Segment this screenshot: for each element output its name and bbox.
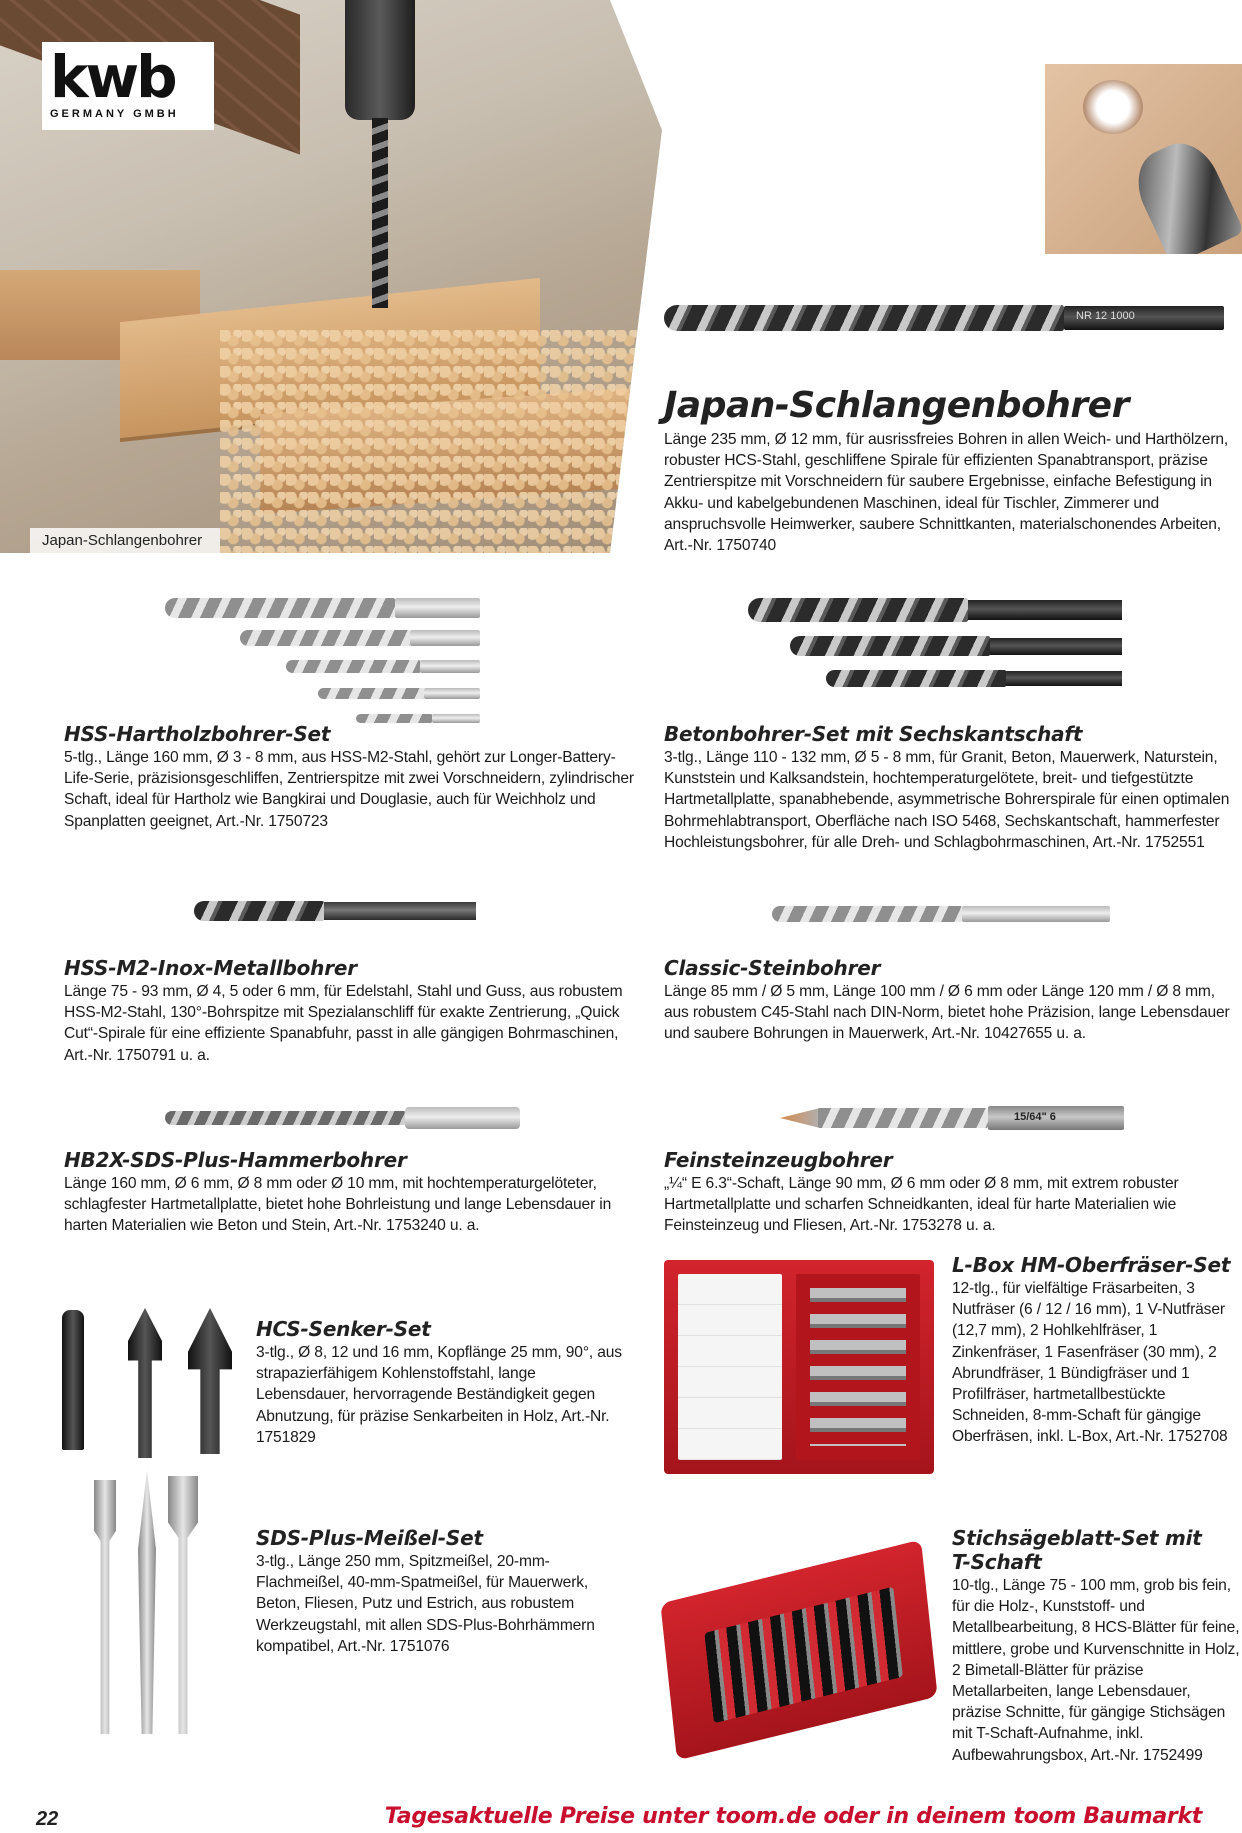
bit-shank <box>395 598 480 618</box>
product-title: HSS-Hartholzbohrer-Set <box>64 722 331 746</box>
wood-chips <box>220 330 662 553</box>
jigsaw-blades <box>704 1587 903 1724</box>
product-desc: Länge 160 mm, Ø 6 mm, Ø 8 mm oder Ø 10 mm, mit hochtemperaturgelöteter, schlagfester Hartmetallplatte, bietet hohe Bohrleistung und lange Lebensdauer in harten Materialien wie Beton und Stein, Art.-Nr. 1753240 u. a. <box>64 1175 612 1235</box>
case-lid-chart <box>678 1274 782 1460</box>
countersink <box>128 1308 162 1458</box>
product-title: Japan-Schlangenbohrer <box>664 385 1129 426</box>
bit-shank <box>1006 671 1122 686</box>
countersink <box>188 1308 232 1454</box>
product-title: Feinsteinzeugbohrer <box>664 1148 893 1172</box>
tile-bit-tip <box>780 1108 820 1128</box>
logo-mark: kwb <box>50 43 175 111</box>
bit <box>318 688 424 699</box>
bit-shank <box>424 688 480 699</box>
case-tray <box>796 1274 920 1460</box>
bit <box>240 630 410 646</box>
flat-chisel <box>94 1480 116 1734</box>
product-desc: 10-tlg., Länge 75 - 100 mm, grob bis fein, für die Holz-, Kunststoff- und Metallbearbeitung, 8 HCS-Blätter für feine, mittlere, grobe und Kurvenschnitte in Holz, 2 Bimetall-Blätter für präzise Metallarbeiten, lange Lebensdauer, präzise Schnitte, für gängige Stichsägen mit T-Schaft-Aufnahme, inkl. Aufbewahrungsbox, Art.-Nr. 1752499 <box>952 1577 1240 1764</box>
product-title: HSS-M2-Inox-Metallbohrer <box>64 956 357 980</box>
product-desc: 5-tlg., Länge 160 mm, Ø 3 - 8 mm, aus HSS-M2-Stahl, gehört zur Longer-Battery-Life-Serie, präzisionsgeschliffen, Zentrierspitze mit zwei Vorschneidern, zylindrischer Schaft, ideal für Hartholz wie Bangkirai und Douglasie, auch für Weichholz und Spanplatten geeignet, Art.-Nr. 1750723 <box>64 749 634 830</box>
bit-shank <box>432 714 480 723</box>
page-number: 22 <box>36 1808 59 1830</box>
product-title: Classic-Steinbohrer <box>664 956 881 980</box>
bit-shank <box>990 638 1122 655</box>
auger-closeup-photo <box>1045 64 1242 254</box>
product-title: L-Box HM-Oberfräser-Set <box>952 1253 1231 1277</box>
inox-bit-spiral <box>194 901 324 921</box>
stone-bit-shank <box>962 906 1110 922</box>
bit-shank <box>968 600 1122 620</box>
sds-bit-spiral <box>165 1111 405 1125</box>
product-desc: Länge 75 - 93 mm, Ø 4, 5 oder 6 mm, für Edelstahl, Stahl und Guss, aus robustem HSS-M2-Stahl, 130°-Bohrspitze mit Spezialanschliff für exakte Zentrierung, „Quick Cut“-Spirale für eine effiziente Spanabfuhr, passt in alle gängigen Bohrmaschinen, Art.-Nr. 1750791 u. a. <box>64 983 623 1064</box>
product-desc: 3-tlg., Ø 8, 12 und 16 mm, Kopflänge 25 mm, 90°, aus strapazierfähigem Kohlenstoffstahl, lange Lebensdauer, hervorragende Beständigkeit gegen Abnutzung, für präzise Senkarbeiten in Holz, Art.-Nr. 1751829 <box>256 1344 622 1446</box>
jigsaw-blade-box <box>660 1540 937 1761</box>
stone-bit-spiral <box>772 906 962 922</box>
tile-bit-shank <box>988 1106 1124 1130</box>
product-title: HCS-Senker-Set <box>256 1317 431 1341</box>
bit <box>165 598 395 618</box>
drilled-hole <box>1083 80 1143 134</box>
product-desc: 12-tlg., für vielfältige Fräsarbeiten, 3 Nutfräser (6 / 12 / 16 mm), 1 V-Nutfräser (12,7 mm), 2 Hohlkehlfräser, 1 Zinkenfräser, 1 Fasenfräser (30 mm), 2 Abrundfräser, 1 Bündigfräser und 1 Profilfräser, hartmetallbestückte Schneiden, 8-mm-Schaft für gängige Oberfräsen, inkl. L-Box, Art.-Nr. 1752708 <box>952 1280 1228 1446</box>
router-bit-case <box>664 1260 934 1474</box>
logo-sub: GERMANY GMBH <box>50 108 179 120</box>
product-title: Betonbohrer-Set mit Sechskantschaft <box>664 722 1083 746</box>
hero-caption: Japan-Schlangenbohrer <box>30 528 220 554</box>
product-desc: 3-tlg., Länge 110 - 132 mm, Ø 5 - 8 mm, für Granit, Beton, Mauerwerk, Naturstein, Kunststein und Kalksandstein, hochtemperaturgelötete, breit- und tiefgestützte Hartmetallplatte, spanabhebende, asymmetrische Bohrerspirale für einen optimalen Bohrmehlabtransport, Oberfläche nach ISO 5468, Sechskantschaft, hammerfester Hochleistungsbohrer, für alle Dreh- und Schlagbohrmaschinen, Art.-Nr. 1752551 <box>664 749 1230 851</box>
bit <box>748 598 968 622</box>
product-title: SDS-Plus-Meißel-Set <box>256 1526 483 1550</box>
product-title: Stichsägeblatt-Set mit T-Schaft <box>952 1526 1202 1574</box>
bit-shank <box>420 660 480 673</box>
japan-bit-label: NR 12 1000 <box>1076 310 1135 322</box>
product-desc: „¼“ E 6.3“-Schaft, Länge 90 mm, Ø 6 mm oder Ø 8 mm, mit extrem robuster Hartmetallplatte und scharfen Schneidkanten, ideal für harte Materialien wie Feinsteinzeug und Fliesen, Art.-Nr. 1753278 u. a. <box>664 1175 1179 1235</box>
sds-bit-shank <box>405 1107 520 1129</box>
product-desc: Länge 235 mm, Ø 12 mm, für ausrissfreies Bohren in allen Weich- und Harthölzern, robuster HCS-Stahl, geschliffene Spirale für effizienten Spanabtransport, präzise Zentrierspitze mit Vorschneidern für saubere Ergebnisse, einfache Befestigung in Akku- und kabelgebundenen Maschinen, ideal für Tischler, Zimmerer und anspruchsvolle Heimwerker, saubere Schnittkanten, materialschonendes Arbeiten, Art.-Nr. 1750740 <box>664 431 1229 555</box>
japan-bit-shank <box>1064 306 1224 330</box>
bit-shank <box>410 630 480 646</box>
bit <box>826 670 1006 687</box>
bit <box>356 714 432 723</box>
tile-bit-label: 15/64" 6 <box>1014 1111 1056 1123</box>
product-desc: 3-tlg., Länge 250 mm, Spitzmeißel, 20-mm-Flachmeißel, 40-mm-Spatmeißel, für Mauerwerk, Beton, Fliesen, Putz und Estrich, aus robustem Werkzeugstahl, mit allen SDS-Plus-Bohrhämmern kompatibel, Art.-Nr. 1751076 <box>256 1553 595 1655</box>
spade-chisel <box>168 1476 198 1734</box>
product-desc: Länge 85 mm / Ø 5 mm, Länge 100 mm / Ø 6 mm oder Länge 120 mm / Ø 8 mm, aus robustem C45-Stahl nach DIN-Norm, bietet hohe Präzision, lange Lebensdauer und saubere Bohrungen in Mauerwerk, Art.-Nr. 10427655 u. a. <box>664 983 1230 1043</box>
point-chisel <box>138 1470 156 1734</box>
router-bits <box>810 1288 906 1446</box>
drill-chuck <box>345 0 415 120</box>
countersink <box>62 1310 84 1450</box>
bit <box>286 660 420 673</box>
kwb-logo <box>42 42 214 130</box>
auger-bit <box>372 118 388 308</box>
japan-bit-spiral <box>664 305 1064 331</box>
product-title: HB2X-SDS-Plus-Hammerbohrer <box>64 1148 407 1172</box>
tile-bit-spiral <box>818 1108 988 1128</box>
bit <box>790 636 990 656</box>
inox-bit-shank <box>324 902 476 920</box>
footer-slogan: Tagesaktuelle Preise unter toom.de oder in deinem toom Baumarkt <box>384 1804 1202 1829</box>
auger-tip <box>1126 132 1242 254</box>
